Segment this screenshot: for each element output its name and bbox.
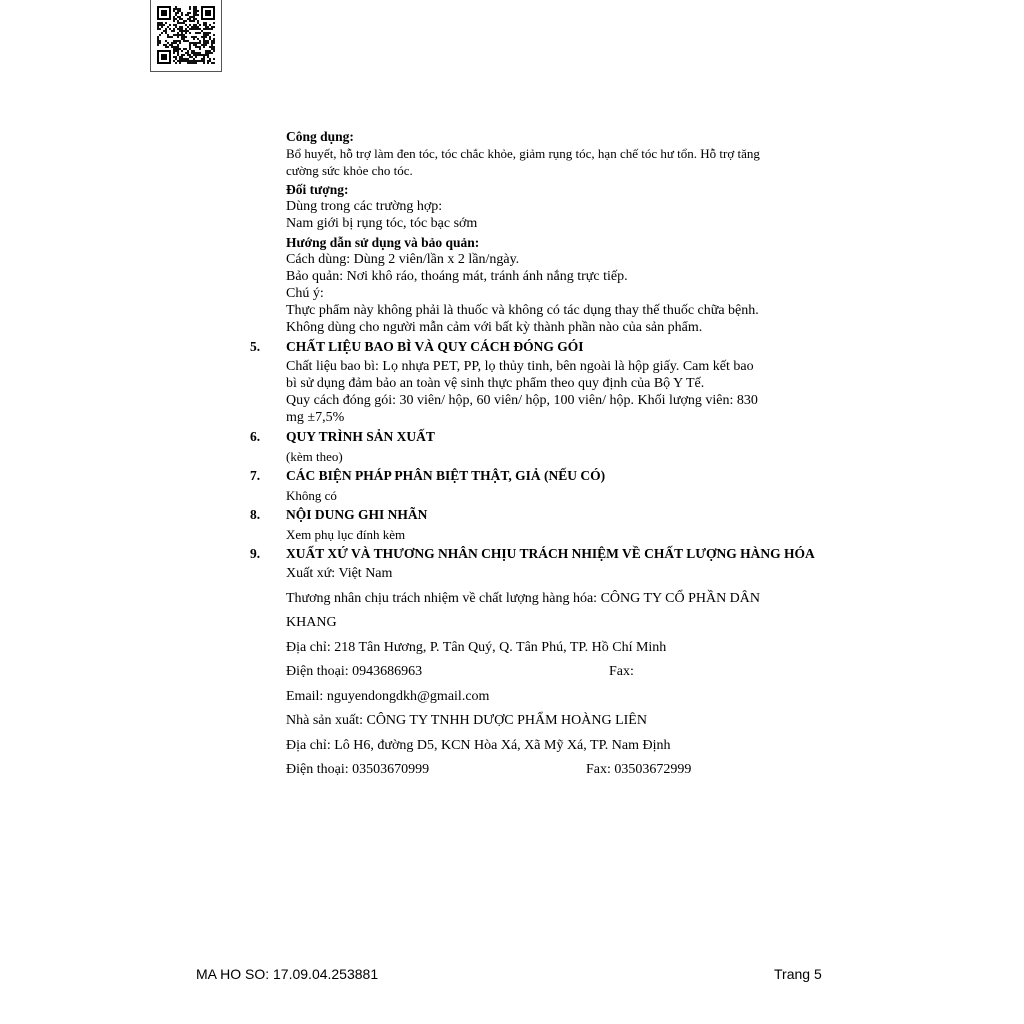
section-8-heading	[250, 506, 840, 523]
dien-thoai: Điện thoại: 0943686963	[286, 664, 423, 679]
section-title: NỘI DUNG GHI NHÃN	[286, 507, 428, 522]
section-9-heading	[250, 545, 840, 562]
cong-dung-text: Bổ huyết, hỗ trợ làm đen tóc, tóc chắc khỏe, giảm rụng tóc, hạn chế tóc hư tổn. Hỗ trợ tăng cường sức khỏe cho tóc.	[286, 146, 760, 178]
section-7-heading	[250, 467, 840, 484]
section-5-heading	[250, 338, 840, 355]
huong-dan-text: Cách dùng: Dùng 2 viên/lần x 2 lần/ngày. Bảo quản: Nơi khô ráo, thoáng mát, tránh ánh nắng trực tiếp. Chú ý: Thực phẩm này không phải là thuốc và không có tác dụng thay thế thuốc chữa bệnh. Không dùng cho người mẫn cảm với bất kỳ thành phần nào của sản phẩm.	[286, 252, 759, 335]
qr-code-pattern	[157, 6, 215, 64]
section-title: CÁC BIỆN PHÁP PHÂN BIỆT THẬT, GIẢ (NẾU CÓ)	[286, 468, 606, 483]
thuong-nhan-cont: KHANG	[286, 615, 337, 630]
thuong-nhan: Thương nhân chịu trách nhiệm về chất lượng hàng hóa: CÔNG TY CỔ PHẦN DÂN	[286, 590, 761, 606]
phone-fax-nsx-row	[286, 758, 840, 783]
section-number: 8.	[250, 507, 261, 522]
document-body	[250, 128, 840, 783]
nha-san-xuat: Nhà sản xuất: CÔNG TY TNHH DƯỢC PHẨM HOÀNG LIÊN	[286, 713, 647, 728]
email: Email: nguyendongdkh@gmail.com	[286, 688, 490, 704]
section-title: CHẤT LIỆU BAO BÌ VÀ QUY CÁCH ĐÓNG GÓI	[286, 339, 584, 354]
dia-chi: Địa chỉ: 218 Tân Hương, P. Tân Quý, Q. Tân Phú, TP. Hồ Chí Minh	[286, 639, 667, 655]
cong-dung-heading: Công dụng:	[286, 129, 354, 144]
section-number: 5.	[250, 339, 261, 354]
section-number: 9.	[250, 546, 261, 561]
section-6-text: (kèm theo)	[286, 449, 343, 464]
section-title: QUY TRÌNH SẢN XUẤT	[286, 429, 435, 444]
section-6-heading	[250, 428, 840, 445]
phone-fax-row	[286, 660, 840, 685]
xuat-xu: Xuất xứ: Việt Nam	[286, 566, 393, 581]
doi-tuong-text: Dùng trong các trường hợp: Nam giới bị rụng tóc, tóc bạc sớm	[286, 199, 478, 231]
section-number: 7.	[250, 468, 261, 483]
dien-thoai-nsx: Điện thoại: 03503670999	[286, 762, 430, 777]
page-number: Trang 5	[774, 966, 822, 982]
section-8-text: Xem phụ lục đính kèm	[286, 527, 406, 542]
section-7-text: Không có	[286, 488, 337, 503]
section-5-text: Chất liệu bao bì: Lọ nhựa PET, PP, lọ thủy tinh, bên ngoài là hộp giấy. Cam kết bao bì sử dụng đảm bảo an toàn vệ sinh thực phẩm theo quy định của Bộ Y Tế. Quy cách đóng gói: 30 viên/ hộp, 60 viên/ hộp, 100 viên/ hộp. Khối lượng viên: 830 mg ±7,5%	[286, 359, 758, 425]
qr-code	[150, 0, 222, 72]
huong-dan-heading: Hướng dẫn sử dụng và bảo quản:	[286, 235, 480, 250]
section-9-text	[286, 562, 840, 783]
fax-nsx: Fax: 03503672999	[586, 762, 692, 777]
dia-chi-nsx: Địa chỉ: Lô H6, đường D5, KCN Hòa Xá, Xã Mỹ Xá, TP. Nam Định	[286, 737, 671, 753]
doi-tuong-heading: Đối tượng:	[286, 182, 349, 197]
section-title: XUẤT XỨ VÀ THƯƠNG NHÂN CHỊU TRÁCH NHIỆM VỀ CHẤT LƯỢNG HÀNG HÓA	[286, 546, 815, 561]
fax: Fax:	[609, 664, 634, 679]
section-number: 6.	[250, 429, 261, 444]
ma-ho-so: MA HO SO: 17.09.04.253881	[196, 966, 379, 982]
